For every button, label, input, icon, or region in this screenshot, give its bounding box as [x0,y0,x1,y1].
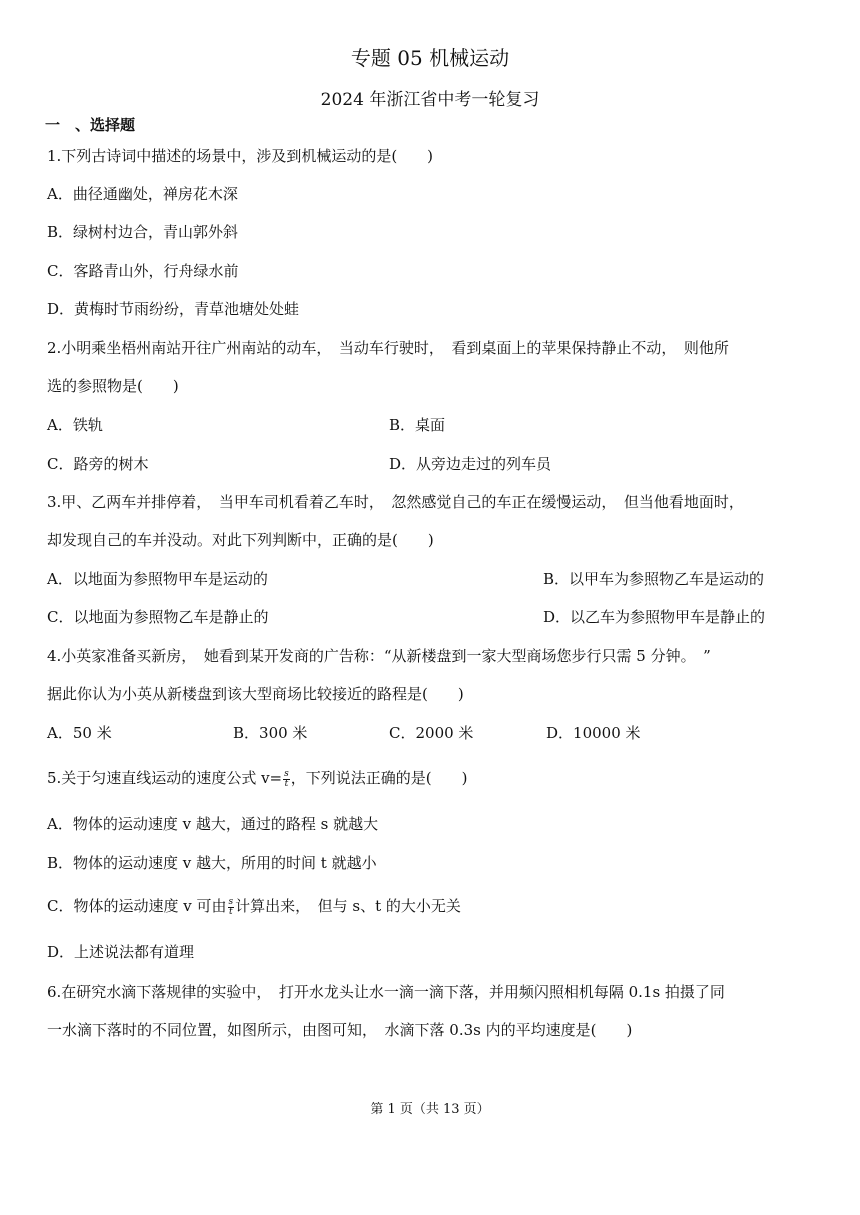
page-subtitle: 2024 年浙江省中考一轮复习 [320,90,540,110]
question-5-option-d: D．上述说法都有道理 [47,943,195,961]
question-5-option-c-prefix: C．物体的运动速度 v 可由 [47,897,227,915]
question-5-stem-prefix: 5.关于匀速直线运动的速度公式 v= [47,769,283,787]
velocity-formula-fraction-inline [228,898,235,917]
section-heading: 一 、选择题 [45,116,136,134]
question-3-stem-line1: 3.甲、乙两车并排停着， 当甲车司机看着乙车时， 忽然感觉自己的车正在缓慢运动， 但当他看地面时， [47,493,744,511]
question-1-option-b: B．绿树村边合，青山郭外斜 [47,223,239,241]
question-6-stem-line2: 一水滴下落时的不同位置，如图所示，由图可知， 水滴下落 0.3s 内的平均速度是( ) [47,1021,633,1039]
question-2-option-a: A．铁轨 [47,416,103,434]
question-5-option-c [47,896,461,917]
question-5-option-c-suffix: 计算出来， 但与 s、t 的大小无关 [235,897,461,915]
question-4-option-d: D．10000 米 [546,724,641,742]
question-4-stem-line1: 4.小英家准备买新房， 她看到某开发商的广告称：“从新楼盘到一家大型商场您步行只需 5 分钟。 ” [47,647,711,665]
question-2-option-d: D．从旁边走过的列车员 [389,455,552,473]
question-2-option-b: B．桌面 [389,416,446,434]
question-4-option-a: A．50 米 [47,724,112,742]
question-1-option-d: D．黄梅时节雨纷纷，青草池塘处处蛙 [47,300,300,318]
question-3-option-b: B．以甲车为参照物乙车是运动的 [543,570,765,588]
page-title: 专题 05 机械运动 [350,46,510,70]
question-2-stem-line1: 2.小明乘坐梧州南站开往广州南站的动车， 当动车行驶时， 看到桌面上的苹果保持静止不动， 则他所 [47,339,729,357]
question-3-option-d: D．以乙车为参照物甲车是静止的 [543,608,766,626]
fraction-denominator: t [284,778,289,789]
fraction-denominator: t [229,906,233,917]
fraction-numerator: s [284,768,289,779]
question-5-option-a: A．物体的运动速度 v 越大，通过的路程 s 就越大 [47,815,379,833]
question-3-option-c: C．以地面为参照物乙车是静止的 [47,608,269,626]
question-1-stem: 1.下列古诗词中描述的场景中，涉及到机械运动的是( ) [47,147,434,165]
question-2-option-c: C．路旁的树木 [47,455,149,473]
question-1-option-a: A．曲径通幽处，禅房花木深 [47,185,238,203]
question-4-option-b: B．300 米 [233,724,308,742]
question-5-stem [47,768,467,789]
question-2-stem-line2: 选的参照物是( ) [47,377,179,395]
question-4-stem-line2: 据此你认为小英从新楼盘到该大型商场比较接近的路程是( ) [47,685,464,703]
velocity-formula-fraction [283,770,290,789]
question-5-option-b: B．物体的运动速度 v 越大，所用的时间 t 就越小 [47,854,377,872]
fraction-numerator: s [228,896,234,907]
page-footer: 第 1 页（共 13 页） [370,1102,490,1117]
question-3-stem-line2: 却发现自己的车并没动。对此下列判断中，正确的是( ) [47,531,434,549]
question-6-stem-line1: 6.在研究水滴下落规律的实验中， 打开水龙头让水一滴一滴下落，并用频闪照相机每隔 0.1s 拍摄了同 [47,983,725,1001]
question-5-stem-suffix: ，下列说法正确的是( ) [290,769,468,787]
question-4-option-c: C．2000 米 [389,724,474,742]
question-3-option-a: A．以地面为参照物甲车是运动的 [47,570,268,588]
question-1-option-c: C．客路青山外，行舟绿水前 [47,262,239,280]
